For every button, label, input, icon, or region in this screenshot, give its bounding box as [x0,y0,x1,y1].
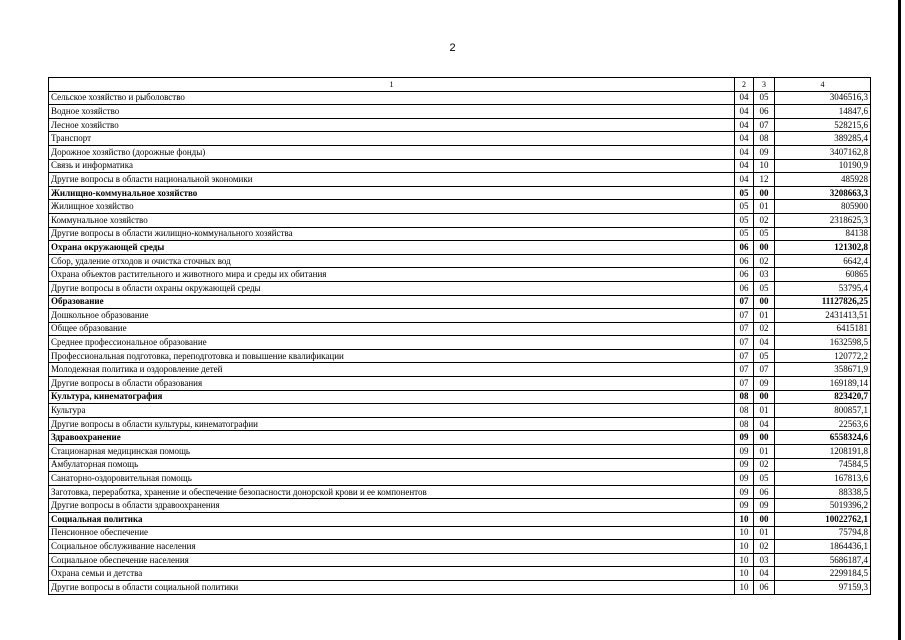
table-row [49,377,871,391]
row-amount-cell: 3046516,3 [775,91,871,105]
row-section-cell: 04 [735,105,754,119]
row-amount-cell: 528215,6 [775,118,871,132]
row-section-cell: 06 [735,268,754,282]
row-section-cell: 04 [735,145,754,159]
row-section-cell: 09 [735,431,754,445]
row-amount-cell: 11127826,25 [775,295,871,309]
row-subsection-cell: 02 [754,254,775,268]
row-section-cell: 09 [735,445,754,459]
row-name-cell: Другие вопросы в области здравоохранения [49,499,735,513]
row-name-cell: Санаторно-оздоровительная помощь [49,472,735,486]
row-section-cell: 06 [735,254,754,268]
row-name-cell: Другие вопросы в области охраны окружающей среды [49,281,735,295]
table-row [49,567,871,581]
row-amount-cell: 169189,14 [775,377,871,391]
row-subsection-cell: 06 [754,580,775,594]
row-section-cell: 08 [735,417,754,431]
row-section-cell: 07 [735,336,754,350]
scan-edge-line [898,0,901,640]
row-amount-cell: 10190,9 [775,159,871,173]
budget-table [48,77,871,595]
row-name-cell: Профессиональная подготовка, переподготовка и повышение квалификации [49,349,735,363]
row-subsection-cell: 00 [754,186,775,200]
row-name-cell: Молодежная политика и оздоровление детей [49,363,735,377]
row-amount-cell: 84138 [775,227,871,241]
row-amount-cell: 75794,8 [775,526,871,540]
row-amount-cell: 3208663,3 [775,186,871,200]
row-subsection-cell: 03 [754,268,775,282]
row-name-cell: Транспорт [49,132,735,146]
row-section-cell: 07 [735,309,754,323]
row-subsection-cell: 05 [754,472,775,486]
table-row [49,580,871,594]
row-amount-cell: 5019396,2 [775,499,871,513]
table-row [49,540,871,554]
row-name-cell: Сельское хозяйство и рыболовство [49,91,735,105]
table-row [49,173,871,187]
row-subsection-cell: 10 [754,159,775,173]
row-amount-cell: 22563,6 [775,417,871,431]
table-row [49,213,871,227]
row-amount-cell: 10022762,1 [775,513,871,527]
row-subsection-cell: 00 [754,390,775,404]
row-section-cell: 09 [735,485,754,499]
row-amount-cell: 167813,6 [775,472,871,486]
table-row [49,404,871,418]
header-cell-subsection: 3 [754,78,775,92]
row-section-cell: 10 [735,526,754,540]
table-row [49,159,871,173]
row-section-cell: 10 [735,513,754,527]
row-section-cell: 05 [735,186,754,200]
row-name-cell: Стационарная медицинская помощь [49,445,735,459]
row-subsection-cell: 07 [754,118,775,132]
row-name-cell: Охрана семьи и детства [49,567,735,581]
row-name-cell: Здравоохранение [49,431,735,445]
row-subsection-cell: 04 [754,417,775,431]
row-amount-cell: 2299184,5 [775,567,871,581]
row-subsection-cell: 04 [754,567,775,581]
row-section-cell: 05 [735,213,754,227]
row-subsection-cell: 00 [754,241,775,255]
row-amount-cell: 1864436,1 [775,540,871,554]
table-row [49,91,871,105]
row-amount-cell: 6642,4 [775,254,871,268]
row-subsection-cell: 02 [754,213,775,227]
row-amount-cell: 14847,6 [775,105,871,119]
table-row [49,431,871,445]
row-name-cell: Другие вопросы в области образования [49,377,735,391]
row-section-cell: 10 [735,540,754,554]
table-row [49,526,871,540]
row-subsection-cell: 02 [754,540,775,554]
row-section-cell: 09 [735,472,754,486]
table-row [49,472,871,486]
row-amount-cell: 6415181 [775,322,871,336]
header-cell-name: 1 [49,78,735,92]
row-section-cell: 09 [735,499,754,513]
row-name-cell: Лесное хозяйство [49,118,735,132]
row-amount-cell: 121302,8 [775,241,871,255]
row-name-cell: Дошкольное образование [49,309,735,323]
row-name-cell: Социальное обеспечение населения [49,553,735,567]
table-row [49,458,871,472]
row-amount-cell: 823420,7 [775,390,871,404]
row-amount-cell: 358671,9 [775,363,871,377]
table-row [49,200,871,214]
row-name-cell: Сбор, удаление отходов и очистка сточных вод [49,254,735,268]
row-name-cell: Культура [49,404,735,418]
table-row [49,105,871,119]
row-name-cell: Образование [49,295,735,309]
row-subsection-cell: 09 [754,377,775,391]
table-row [49,254,871,268]
row-subsection-cell: 06 [754,105,775,119]
row-name-cell: Социальная политика [49,513,735,527]
row-name-cell: Коммунальное хозяйство [49,213,735,227]
table-row [49,553,871,567]
row-section-cell: 04 [735,118,754,132]
row-subsection-cell: 01 [754,445,775,459]
row-amount-cell: 2318625,3 [775,213,871,227]
table-row [49,513,871,527]
row-name-cell: Амбулаторная помощь [49,458,735,472]
row-subsection-cell: 09 [754,499,775,513]
row-name-cell: Дорожное хозяйство (дорожные фонды) [49,145,735,159]
table-row [49,281,871,295]
row-amount-cell: 74584,5 [775,458,871,472]
row-name-cell: Другие вопросы в области культуры, кинематографии [49,417,735,431]
table-row [49,390,871,404]
row-subsection-cell: 05 [754,227,775,241]
table-row [49,186,871,200]
row-name-cell: Водное хозяйство [49,105,735,119]
table-row [49,118,871,132]
table-row [49,499,871,513]
row-subsection-cell: 05 [754,281,775,295]
row-subsection-cell: 01 [754,526,775,540]
row-subsection-cell: 00 [754,431,775,445]
row-section-cell: 07 [735,322,754,336]
row-name-cell: Жилищно-коммунальное хозяйство [49,186,735,200]
row-amount-cell: 805900 [775,200,871,214]
row-amount-cell: 53795,4 [775,281,871,295]
table-row [49,309,871,323]
row-subsection-cell: 00 [754,295,775,309]
table-row [49,295,871,309]
row-amount-cell: 120772,2 [775,349,871,363]
row-section-cell: 10 [735,567,754,581]
row-amount-cell: 1208191,8 [775,445,871,459]
row-amount-cell: 6558324,6 [775,431,871,445]
row-name-cell: Среднее профессиональное образование [49,336,735,350]
row-section-cell: 07 [735,377,754,391]
row-section-cell: 05 [735,227,754,241]
header-cell-amount: 4 [775,78,871,92]
row-name-cell: Другие вопросы в области жилищно-коммунального хозяйства [49,227,735,241]
table-header-row [49,78,871,92]
table-row [49,268,871,282]
row-section-cell: 06 [735,281,754,295]
row-amount-cell: 389285,4 [775,132,871,146]
row-name-cell: Другие вопросы в области социальной политики [49,580,735,594]
row-name-cell: Общее образование [49,322,735,336]
row-amount-cell: 88338,5 [775,485,871,499]
row-subsection-cell: 01 [754,404,775,418]
row-section-cell: 10 [735,580,754,594]
row-subsection-cell: 06 [754,485,775,499]
row-amount-cell: 485928 [775,173,871,187]
row-section-cell: 08 [735,404,754,418]
table-row [49,322,871,336]
row-subsection-cell: 01 [754,309,775,323]
row-amount-cell: 800857,1 [775,404,871,418]
row-section-cell: 05 [735,200,754,214]
row-name-cell: Связь и информатика [49,159,735,173]
row-section-cell: 07 [735,349,754,363]
table-row [49,349,871,363]
row-section-cell: 08 [735,390,754,404]
table-body [49,91,871,594]
row-name-cell: Социальное обслуживание населения [49,540,735,554]
row-section-cell: 07 [735,363,754,377]
row-name-cell: Заготовка, переработка, хранение и обеспечение безопасности донорской крови и ее компонентов [49,485,735,499]
row-section-cell: 04 [735,91,754,105]
header-cell-section: 2 [735,78,754,92]
row-subsection-cell: 07 [754,363,775,377]
table-row [49,485,871,499]
row-section-cell: 06 [735,241,754,255]
row-subsection-cell: 12 [754,173,775,187]
table-row [49,445,871,459]
row-amount-cell: 2431413,51 [775,309,871,323]
table-row [49,132,871,146]
row-subsection-cell: 01 [754,200,775,214]
row-subsection-cell: 09 [754,145,775,159]
row-name-cell: Жилищное хозяйство [49,200,735,214]
table-row [49,241,871,255]
table-row [49,145,871,159]
row-subsection-cell: 03 [754,553,775,567]
table-row [49,417,871,431]
row-section-cell: 04 [735,173,754,187]
row-subsection-cell: 08 [754,132,775,146]
table-row [49,227,871,241]
row-subsection-cell: 00 [754,513,775,527]
row-section-cell: 09 [735,458,754,472]
row-subsection-cell: 02 [754,458,775,472]
row-name-cell: Культура, кинематография [49,390,735,404]
row-name-cell: Пенсионное обеспечение [49,526,735,540]
row-subsection-cell: 05 [754,349,775,363]
row-section-cell: 04 [735,159,754,173]
row-amount-cell: 97159,3 [775,580,871,594]
row-name-cell: Охрана объектов растительного и животного мира и среды их обитания [49,268,735,282]
table-row [49,336,871,350]
table-row [49,363,871,377]
row-section-cell: 04 [735,132,754,146]
row-subsection-cell: 04 [754,336,775,350]
row-name-cell: Охрана окружающей среды [49,241,735,255]
row-amount-cell: 5686187,4 [775,553,871,567]
row-amount-cell: 3407162,8 [775,145,871,159]
row-section-cell: 07 [735,295,754,309]
row-subsection-cell: 05 [754,91,775,105]
row-section-cell: 10 [735,553,754,567]
row-amount-cell: 1632598,5 [775,336,871,350]
row-name-cell: Другие вопросы в области национальной экономики [49,173,735,187]
row-subsection-cell: 02 [754,322,775,336]
page-number: 2 [449,42,456,54]
row-amount-cell: 60865 [775,268,871,282]
